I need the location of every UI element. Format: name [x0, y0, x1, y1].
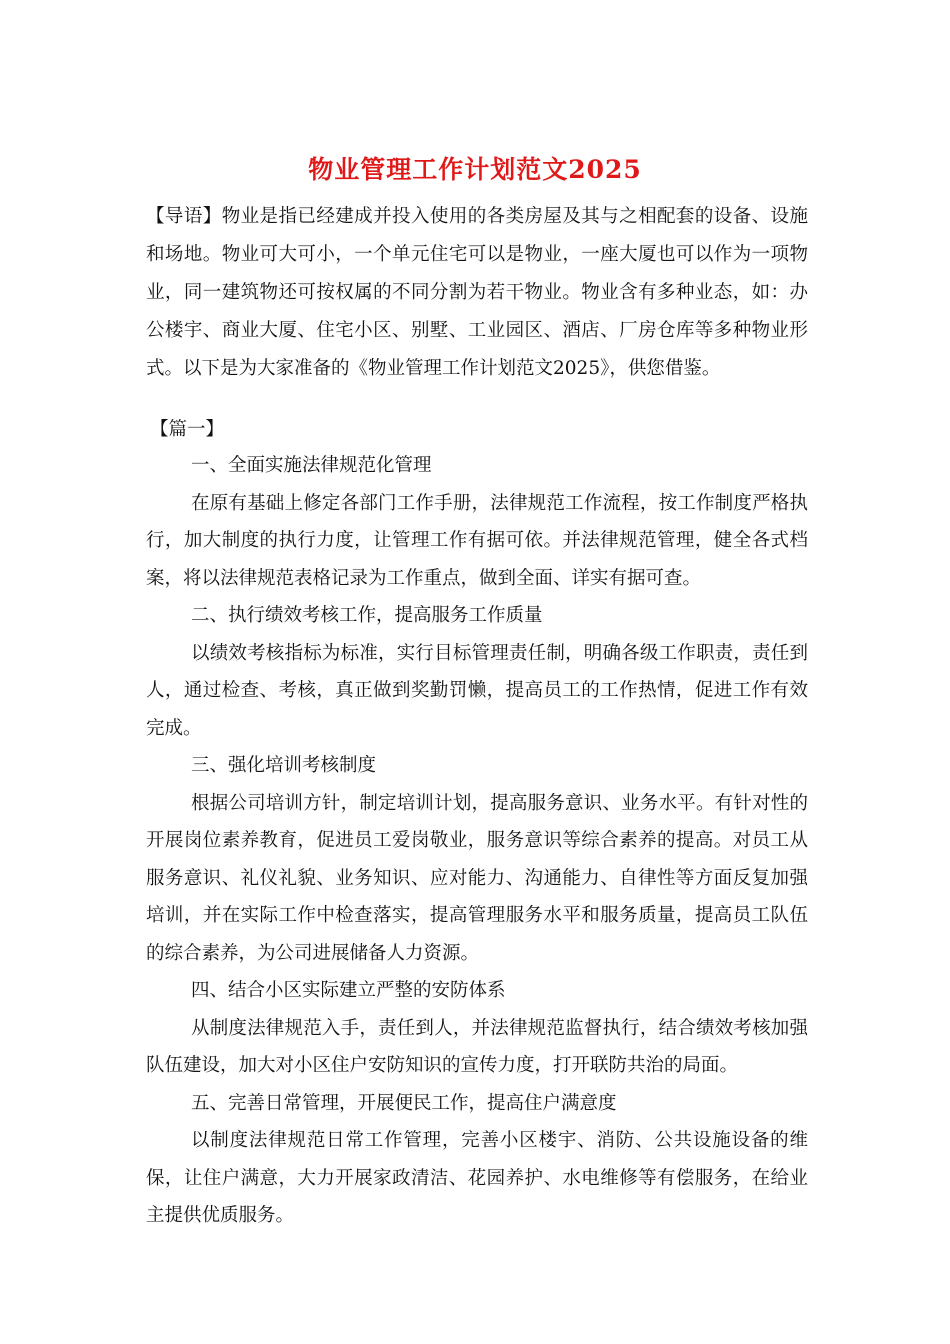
section-heading: 【篇一】	[150, 419, 225, 440]
item-paragraph: 在原有基础上修定各部门工作手册，法律规范工作流程，按工作制度严格执行，加大制度的执行力度，让管理工作有据可依。并法律规范管理，健全各式档案，将以法律规范表格记录为工作重点，做到全面、详实有据可查。	[146, 492, 808, 589]
item-paragraph: 以绩效考核指标为标准，实行目标管理责任制，明确各级工作职责，责任到人，通过检查、考核，真正做到奖勤罚懒，提高员工的工作热情，促进工作有效完成。	[146, 642, 808, 739]
item-heading: 五、完善日常管理，开展便民工作，提高住户满意度	[191, 1092, 617, 1114]
item-heading: 四、结合小区实际建立严整的安防体系	[191, 980, 506, 1001]
item-heading: 二、执行绩效考核工作，提高服务工作质量	[191, 605, 543, 626]
document-title: 物业管理工作计划范文2025	[308, 155, 642, 184]
item-heading: 三、强化培训考核制度	[191, 755, 377, 776]
item-heading: 一、全面实施法律规范化管理	[191, 455, 432, 476]
section-body	[146, 447, 808, 1235]
item-paragraph: 以制度法律规范日常工作管理，完善小区楼宇、消防、公共设施设备的维保，让住户满意，大力开展家政清洁、花园养护、水电维修等有偿服务，在给业主提供优质服务。	[146, 1130, 808, 1226]
item-paragraph: 从制度法律规范入手，责任到人，并法律规范监督执行，结合绩效考核加强队伍建设，加大对小区住户安防知识的宣传力度，打开联防共治的局面。	[146, 1017, 808, 1076]
intro-paragraph: 【导语】物业是指已经建成并投入使用的各类房屋及其与之相配套的设备、设施和场地。物业可大可小，一个单元住宅可以是物业，一座大厦也可以作为一项物业，同一建筑物还可按权属的不同分割为若干物业。物业含有多种业态，如：办公楼宇、商业大厦、住宅小区、别墅、工业园区、酒店、厂房仓库等多种物业形式。以下是为大家准备的《物业管理工作计划范文2025》，供您借鉴。	[146, 206, 808, 379]
item-paragraph: 根据公司培训方针，制定培训计划，提高服务意识、业务水平。有针对性的开展岗位素养教育，促进员工爱岗敬业，服务意识等综合素养的提高。对员工从服务意识、礼仪礼貌、业务知识、应对能力、沟通能力、自律性等方面反复加强培训，并在实际工作中检查落实，提高管理服务水平和服务质量，提高员工队伍的综合素养，为公司进展储备人力资源。	[146, 792, 808, 964]
